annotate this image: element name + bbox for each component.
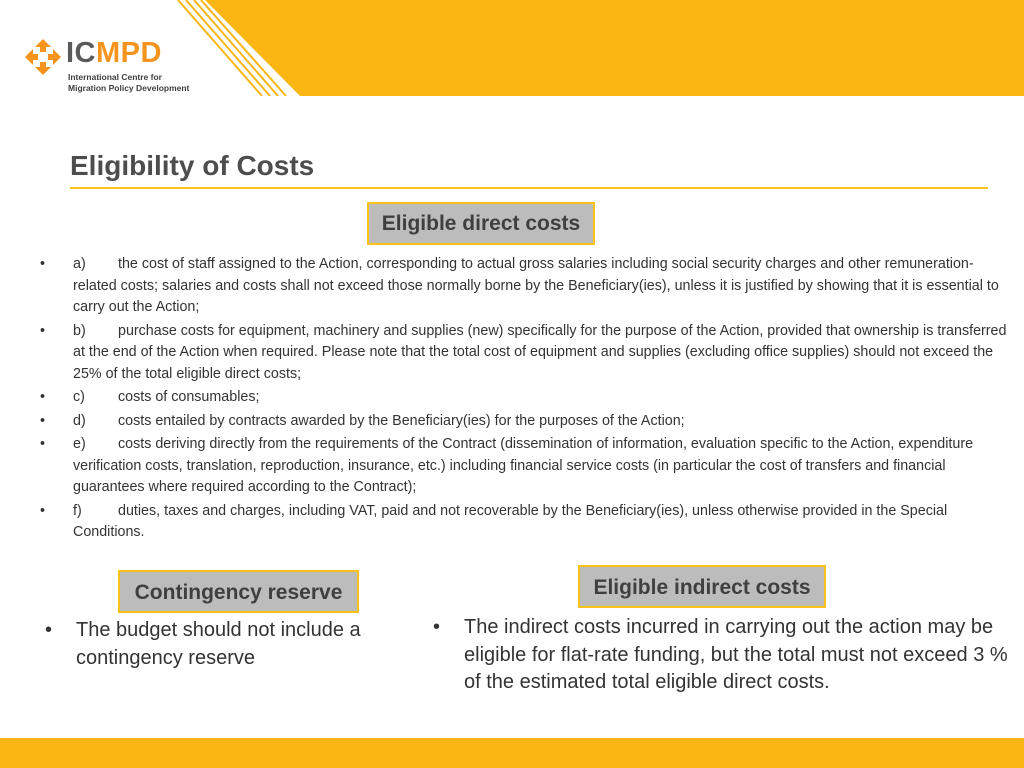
list-item	[40, 387, 1015, 409]
bullet-icon: •	[45, 619, 53, 641]
indirect-costs-text: The indirect costs incurred in carrying out the action may be eligible for flat-rate funding, but the total must not exceed 3 % of the estimated total eligible direct costs.	[464, 616, 1008, 693]
item-letter: b)	[73, 322, 86, 339]
slide-title: Eligibility of Costs	[70, 150, 315, 181]
logo-subtitle-line2: Migration Policy Development	[68, 83, 190, 93]
bullet-icon: •	[40, 436, 46, 452]
item-text: costs deriving directly from the requirements of the Contract (dissemination of information, evaluation specific to the Action, expenditure verification costs, translation, reproduction, insurance, etc.) including financial service costs (in particular the cost of transfers and financial guarantees where required according to the Contract);	[73, 436, 974, 495]
logo-subtitle-line1: International Centre for	[68, 72, 162, 82]
bullet-icon: •	[40, 322, 46, 339]
logo-subtitle	[68, 72, 189, 94]
icmpd-logo	[24, 36, 204, 98]
list-item	[40, 434, 1015, 499]
item-text: costs entailed by contracts awarded by the Beneficiary(ies) for the purposes of the Action;	[118, 412, 685, 429]
list-item	[40, 411, 1015, 433]
eligible-indirect-costs-label: Eligible indirect costs	[578, 565, 826, 608]
item-letter: e)	[73, 436, 86, 452]
logo-wordmark-ic: IC	[66, 37, 96, 69]
bullet-icon: •	[40, 389, 46, 405]
logo-wordmark-mpd: MPD	[96, 37, 162, 69]
title-underline	[70, 187, 988, 189]
list-item	[40, 501, 1015, 544]
list-item	[40, 254, 1015, 319]
item-letter: f)	[73, 502, 82, 519]
footer-bar	[0, 738, 1024, 768]
bullet-icon: •	[40, 412, 46, 429]
indirect-costs-text-block	[433, 614, 1009, 697]
eligible-direct-costs-label: Eligible direct costs	[367, 202, 595, 245]
item-letter: d)	[73, 412, 86, 429]
contingency-reserve-label: Contingency reserve	[118, 570, 359, 613]
item-text: the cost of staff assigned to the Action, corresponding to actual gross salaries including social security charges and other remuneration-related costs; salaries and costs shall not exceed those normally borne by the Beneficiary(ies), unless it is justified by showing that it is essential to carry out the Action;	[73, 256, 999, 315]
bullet-icon: •	[40, 502, 46, 519]
item-text: duties, taxes and charges, including VAT, paid and not recoverable by the Beneficiary(ies), unless otherwise provided in the Special Conditions.	[73, 502, 948, 540]
list-item	[40, 321, 1015, 386]
direct-costs-list	[40, 254, 1015, 546]
item-text: costs of consumables;	[118, 389, 260, 405]
bullet-icon: •	[40, 256, 46, 272]
item-letter: a)	[73, 256, 86, 272]
contingency-reserve-text-block	[45, 617, 376, 672]
logo-arrows-icon	[24, 38, 62, 76]
item-text: purchase costs for equipment, machinery and supplies (new) specifically for the purpose of the Action, provided that ownership is transferred at the end of the Action when required. Please note that the total cost of equipment and supplies (excluding office supplies) should not exceed the 25% of the total eligible direct costs;	[73, 322, 1007, 382]
bullet-icon: •	[433, 616, 441, 638]
logo-wordmark	[66, 38, 162, 68]
item-letter: c)	[73, 389, 85, 405]
contingency-reserve-text: The budget should not include a contingency reserve	[76, 619, 361, 669]
